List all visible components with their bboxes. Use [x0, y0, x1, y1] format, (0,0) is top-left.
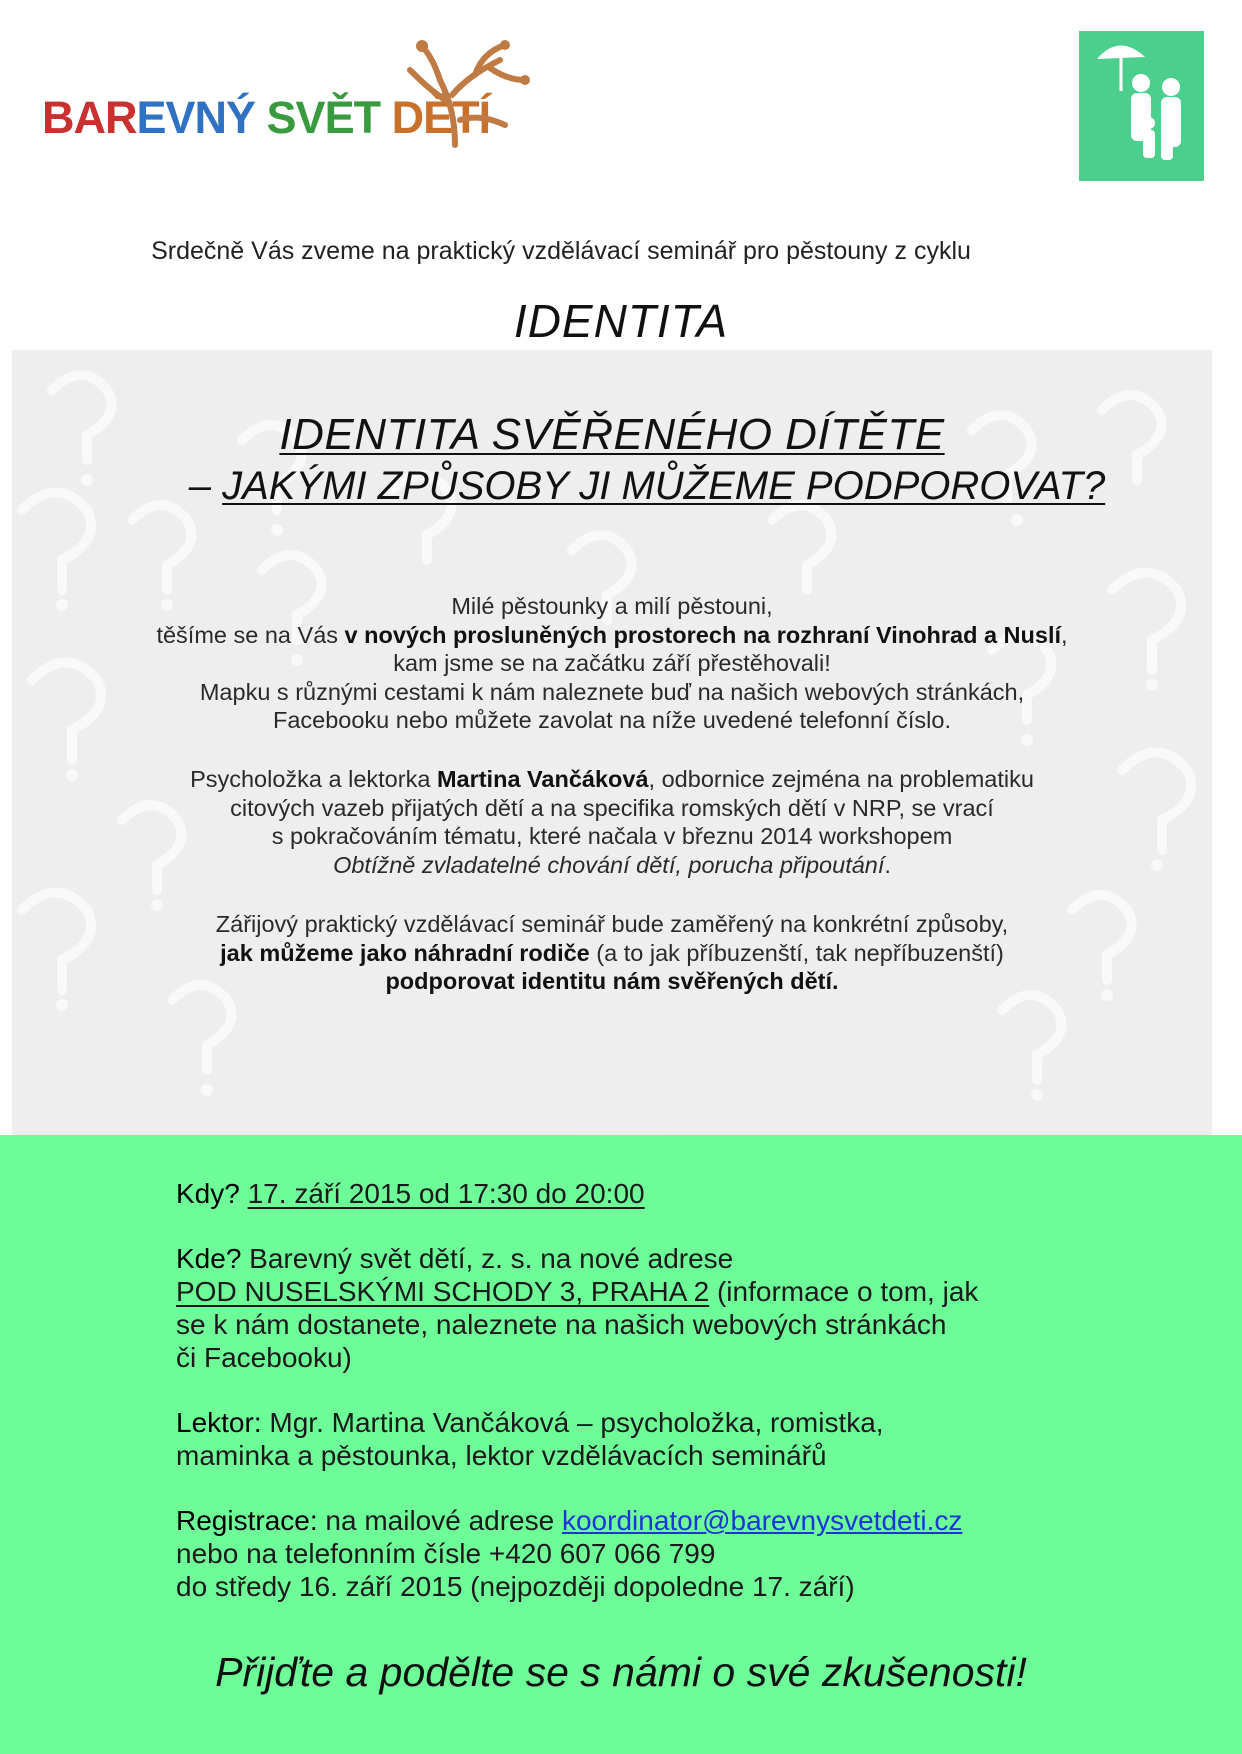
paragraph-seminar-focus: Zářijový praktický vzdělávací seminář bude zaměřený na konkrétní způsoby, jak můžeme jako náhradní rodiče (a to jak příbuzenští, tak nepříbuzenští) podporovat identitu nám svěřených dětí.	[215, 911, 1009, 994]
event-lecturer: Lektor: Mgr. Martina Vančáková – psycholožka, romistka, maminka a pěstounka, lektor vzdělávacích seminářů	[176, 1407, 884, 1471]
seminar-title: IDENTITA SVĚŘENÉHO DÍTĚTE	[279, 410, 945, 459]
barevny-svet-deti-logo	[40, 40, 500, 150]
paragraph-lecturer: Psycholožka a lektorka Martina Vančáková, odbornice zejména na problematiku citových vazeb přijatých dětí a na specifika romských dětí v NRP, se vrací s pokračováním tématu, které načala v březnu 2014 workshopem Obtížně zvladatelné chování dětí, porucha připoutání.	[190, 766, 1034, 878]
question-marks-photo-panel	[12, 350, 1212, 1135]
event-registration: Registrace: na mailové adrese koordinator@barevnysvetdeti.cz nebo na telefonním čísle +420 607 066 799 do středy 16. září 2015 (nejpozději dopoledne 17. září)	[176, 1505, 963, 1602]
event-date: Kdy? 17. září 2015 od 17:30 do 20:00	[176, 1178, 645, 1209]
event-location: Kde? Barevný svět dětí, z. s. na nové adrese POD NUSELSKÝMI SCHODY 3, PRAHA 2 (informace o tom, jak se k nám dostanete, naleznete na našich webových stránkách či Facebooku)	[176, 1243, 979, 1373]
family-umbrella-icon	[1079, 31, 1204, 181]
email-link[interactable]: koordinator@barevnysvetdeti.cz	[561, 1505, 963, 1536]
invitation-text: Srdečně Vás zveme na praktický vzdělávací seminář pro pěstouny z cyklu	[151, 237, 971, 265]
paragraph-welcome: Milé pěstounky a milí pěstouni, těšíme se na Vás v nových prosluněných prostorech na rozhraní Vinohrad a Nuslí, kam jsme se na začátku září přestěhovali! Mapku s různými cestami k nám naleznete buď na našich webových stránkách, Facebooku nebo můžete zavolat na níže uvedené telefonní číslo.	[156, 593, 1068, 733]
logo-wordmark: BAREVNÝ SVĚT DĚTÍ	[42, 92, 491, 143]
seminar-subtitle: – JAKÝMI ZPŮSOBY JI MŮŽEME PODPOROVAT?	[188, 464, 1106, 508]
partner-logo	[1079, 31, 1204, 181]
cycle-name: IDENTITA	[513, 295, 729, 347]
closing-call-to-action: Přijďte a podělte se s námi o své zkušenosti!	[215, 1649, 1027, 1695]
tree-icon	[400, 40, 530, 150]
